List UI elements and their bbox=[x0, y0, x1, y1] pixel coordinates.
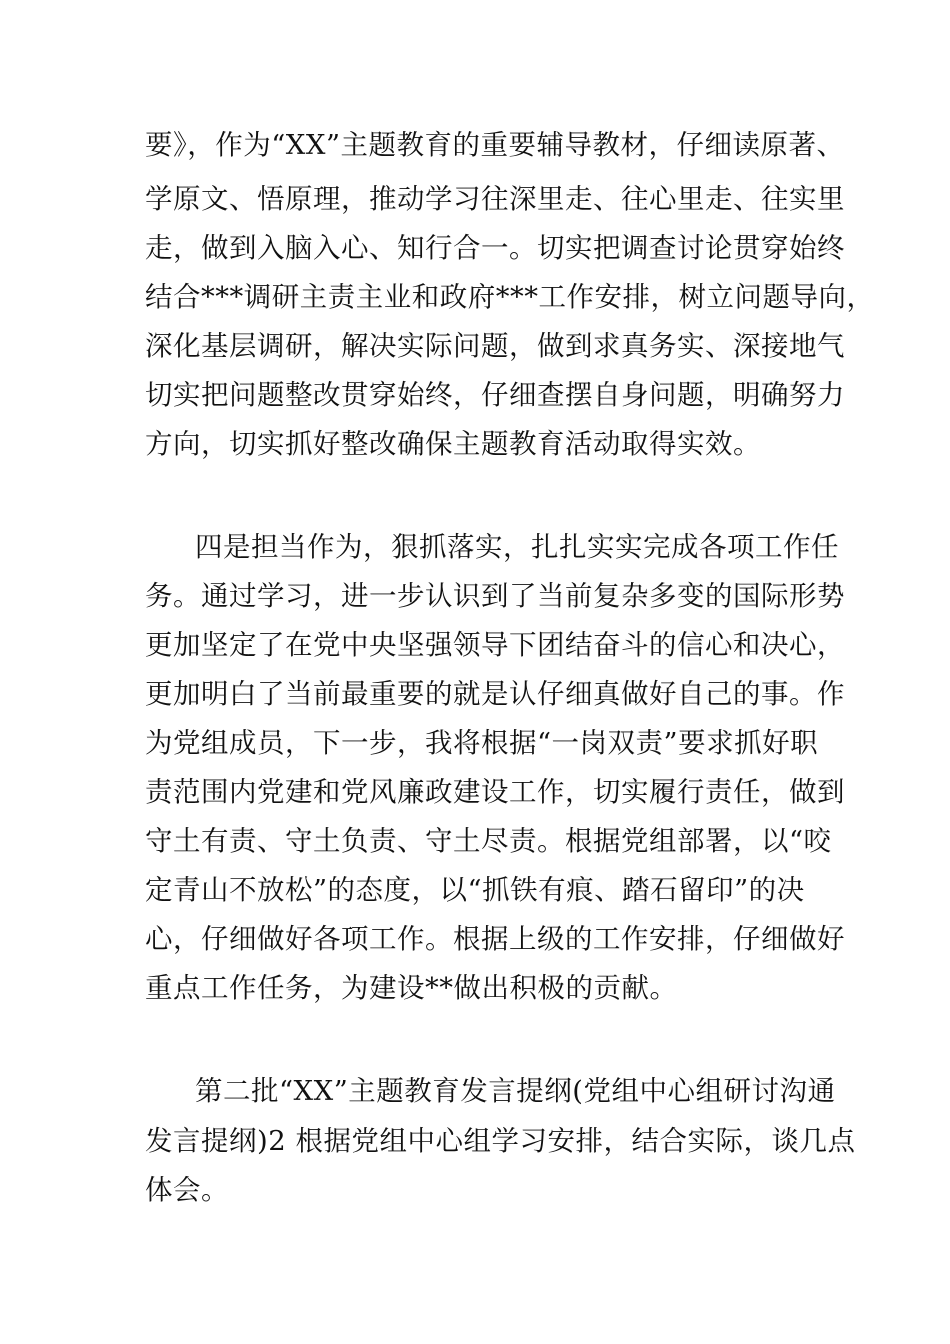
paragraph-2-line-7: 守土有责、守土负责、守土尽责。根据党组部署，以“咬 bbox=[145, 825, 832, 857]
paragraph-2-line-1: 四是担当作为，狠抓落实，扎扎实实完成各项工作任 bbox=[195, 531, 839, 563]
paragraph-1-line-2: 学原文、悟原理，推动学习往深里走、往心里走、往实里 bbox=[145, 183, 845, 215]
paragraph-1-line-7: 方向，切实抓好整改确保主题教育活动取得实效。 bbox=[145, 428, 761, 460]
paragraph-2-line-2: 务。通过学习，进一步认识到了当前复杂多变的国际形势 bbox=[145, 580, 845, 612]
paragraph-2-line-5: 为党组成员，下一步，我将根据“一岗双责”要求抓好职 bbox=[145, 727, 819, 759]
paragraph-2-line-3: 更加坚定了在党中央坚强领导下团结奋斗的信心和决心， bbox=[145, 629, 845, 661]
paragraph-1-line-3: 走，做到入脑入心、知行合一。切实把调查讨论贯穿始终 bbox=[145, 232, 845, 264]
paragraph-2-line-8: 定青山不放松”的态度，以“抓铁有痕、踏石留印”的决 bbox=[145, 874, 805, 906]
paragraph-2-line-9: 心，仔细做好各项工作。根据上级的工作安排，仔细做好 bbox=[145, 923, 845, 955]
paragraph-2-line-6: 责范围内党建和党风廉政建设工作，切实履行责任，做到 bbox=[145, 776, 845, 808]
paragraph-1-line-1: 要》，作为“XX”主题教育的重要辅导教材，仔细读原著、 bbox=[145, 129, 845, 161]
paragraph-2-line-10: 重点工作任务，为建设**做出积极的贡献。 bbox=[145, 972, 678, 1004]
paragraph-1-line-6: 切实把问题整改贯穿始终，仔细查摆自身问题，明确努力 bbox=[145, 379, 845, 411]
paragraph-1-line-5: 深化基层调研，解决实际问题，做到求真务实、深接地气 bbox=[145, 330, 845, 362]
paragraph-3-line-3: 体会。 bbox=[145, 1174, 229, 1206]
paragraph-3-line-2: 发言提纲)2 根据党组中心组学习安排，结合实际，谈几点 bbox=[145, 1125, 856, 1157]
paragraph-2-line-4: 更加明白了当前最重要的就是认仔细真做好自己的事。作 bbox=[145, 678, 845, 710]
paragraph-3-line-1: 第二批“XX”主题教育发言提纲(党组中心组研讨沟通 bbox=[195, 1075, 836, 1107]
paragraph-1-line-4: 结合***调研主责主业和政府***工作安排，树立问题导向， bbox=[145, 281, 875, 313]
